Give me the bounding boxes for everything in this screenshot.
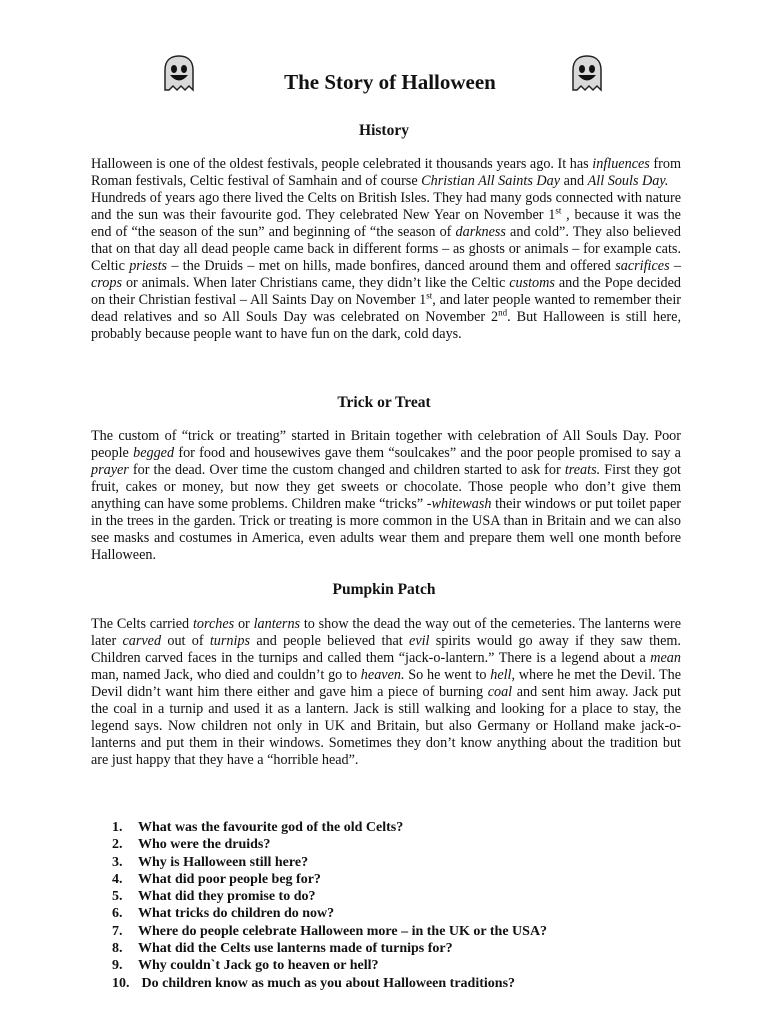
section-heading-trick-or-treat: Trick or Treat	[337, 394, 431, 411]
text-run: Hundreds of years ago there lived the Celts on British Isles. They had many gods connected with nature and the sun was their favourite god. They celebrated New Year on November 1	[91, 190, 681, 223]
history-text	[91, 156, 681, 343]
italic-term: coal	[487, 684, 513, 700]
pumpkin-paragraph	[91, 616, 681, 769]
text-run: and the Pope decided on their Christian festival – All Saints Day on November 1	[91, 275, 681, 308]
text-run: – the Druids – met on hills, made bonfires, danced around them and offered	[167, 258, 616, 274]
italic-term: prayer	[91, 462, 129, 478]
question-number: 4.	[112, 871, 123, 887]
italic-term: begged	[133, 445, 175, 461]
text-run: spirits would go away if they saw them. Children carved faces in the turnips and called them “jack-o-lantern.” There is a legend about a	[91, 633, 681, 666]
text-run: . But Halloween is still here, probably because people want to have fun on the dark, cold days.	[91, 309, 681, 342]
question-text: What tricks do children do now?	[138, 906, 335, 922]
italic-term: hell,	[490, 667, 516, 683]
text-run: The Celts carried	[91, 616, 193, 632]
question-item	[112, 905, 547, 922]
question-text: Where do people celebrate Halloween more – in the UK or the USA?	[138, 923, 548, 939]
text-run: The custom of “trick or treating” started in Britain together with celebration of All Souls Day. Poor people	[91, 428, 681, 461]
ordinal-suffix: st	[426, 290, 433, 301]
text-run: from Roman festivals, Celtic festival of Samhain and of course	[91, 156, 681, 189]
text-run: or	[234, 616, 254, 632]
question-text: Do children know as much as you about Halloween traditions?	[138, 975, 516, 991]
question-text: Why is Halloween still here?	[138, 854, 309, 870]
ordinal-suffix: st	[555, 205, 562, 216]
text-run: to show the dead the way out of the cemeteries. The lanterns were later	[91, 616, 681, 649]
question-item	[112, 957, 547, 974]
italic-term: carved	[122, 633, 162, 649]
italic-term: priests	[129, 258, 168, 274]
question-text: What did poor people beg for?	[138, 871, 321, 887]
text-run: out of	[161, 633, 210, 649]
italic-term: sacrifices – crops	[91, 258, 681, 291]
text-run: Halloween is one of the oldest festivals, people celebrated it thousands years ago. It has	[91, 156, 593, 172]
question-text: Who were the druids?	[138, 837, 271, 853]
question-number: 1.	[112, 820, 123, 835]
section-heading-pumpkin-patch: Pumpkin Patch	[332, 581, 436, 598]
question-item	[112, 854, 547, 871]
italic-term: treats.	[564, 462, 601, 478]
text-run: and people believed that	[250, 633, 410, 649]
italic-term: whitewash	[431, 496, 492, 512]
ordinal-suffix: nd	[498, 307, 508, 318]
question-item	[112, 836, 547, 853]
question-text: What was the favourite god of the old Celts?	[138, 820, 404, 835]
question-number: 6.	[112, 906, 123, 922]
question-item	[112, 871, 547, 888]
question-text: Why couldn`t Jack go to heaven or hell?	[138, 958, 379, 974]
question-number: 9.	[112, 958, 123, 974]
italic-term: torches	[192, 616, 235, 632]
question-item	[112, 940, 547, 957]
text-run: for food and housewives gave them “soulcakes” and the poor people promised to say a	[174, 445, 681, 461]
question-number: 10.	[112, 975, 130, 991]
italic-term: Christian All Saints Day	[421, 173, 561, 189]
questions-list	[112, 819, 547, 992]
text-run: and sent him away. Jack put the coal in a turnip and used it as a lantern. Jack is still walking and looking for a place to stay, the legend says. Now children not only in UK and Britain, but also Germany or Holland make jack-o-lanterns and put them in their windows. Sometimes they don’t know anything about the tradition but are just happy that they have a “horrible head”.	[91, 684, 681, 768]
question-item	[112, 923, 547, 940]
text-run: or animals. When later Christians came, they didn’t like the Celtic	[122, 275, 510, 291]
italic-term: customs	[509, 275, 555, 291]
trick-text	[91, 428, 681, 564]
italic-term: All Souls Day.	[587, 173, 669, 189]
section-heading-history: History	[359, 122, 409, 139]
text-run: man, named Jack, who died and couldn’t go to	[91, 667, 361, 683]
italic-term: mean	[650, 650, 681, 666]
question-text: What did the Celts use lanterns made of turnips for?	[138, 941, 453, 957]
question-text: What did they promise to do?	[138, 889, 316, 905]
italic-term: heaven.	[360, 667, 405, 683]
history-paragraph-1	[91, 156, 681, 190]
trick-paragraph	[91, 428, 681, 564]
text-run: their windows or put toilet paper in the trees in the garden. Trick or treating is more common in the USA than in Britain and we can also see masks and costumes in America, even adults wear them and prepare them well one month before Halloween.	[91, 496, 681, 563]
ghost-icon	[568, 54, 606, 92]
italic-term: darkness	[455, 224, 506, 240]
page-title: The Story of Halloween	[284, 70, 496, 94]
text-run: and	[560, 173, 588, 189]
text-run: where he met the Devil. The Devil didn’t want him there either and gave him a piece of burning	[91, 667, 682, 700]
pumpkin-text	[91, 616, 681, 769]
text-run: for the dead. Over time the custom changed and children started to ask for	[128, 462, 565, 478]
italic-term: turnips	[209, 633, 251, 649]
question-number: 7.	[112, 923, 123, 939]
question-number: 5.	[112, 889, 123, 905]
italic-term: lanterns	[253, 616, 301, 632]
history-paragraph-2	[91, 190, 681, 343]
text-run: , because it was the end of “the season of the sun” and beginning of “the season of	[91, 207, 681, 240]
question-item	[112, 975, 547, 992]
question-item	[112, 888, 547, 905]
text-run: , and later people wanted to remember their dead relatives and so All Souls Day was celebrated on November 2	[91, 292, 682, 325]
question-number: 8.	[112, 941, 123, 957]
question-item	[112, 819, 547, 836]
text-run: So he went to	[404, 667, 491, 683]
italic-term: influences	[592, 156, 650, 172]
text-run: and cold”. They also believed that on that day all dead people came back in different forms – as ghosts or animals – for example cats. Celtic	[91, 224, 681, 274]
text-run: First they got fruit, cakes or money, but now they get sweets or chocolate. Those people who don’t give them anything can have some problems. Children make “tricks” -	[91, 462, 681, 512]
italic-term: evil	[409, 633, 430, 649]
question-number: 2.	[112, 837, 123, 853]
question-number: 3.	[112, 854, 123, 870]
